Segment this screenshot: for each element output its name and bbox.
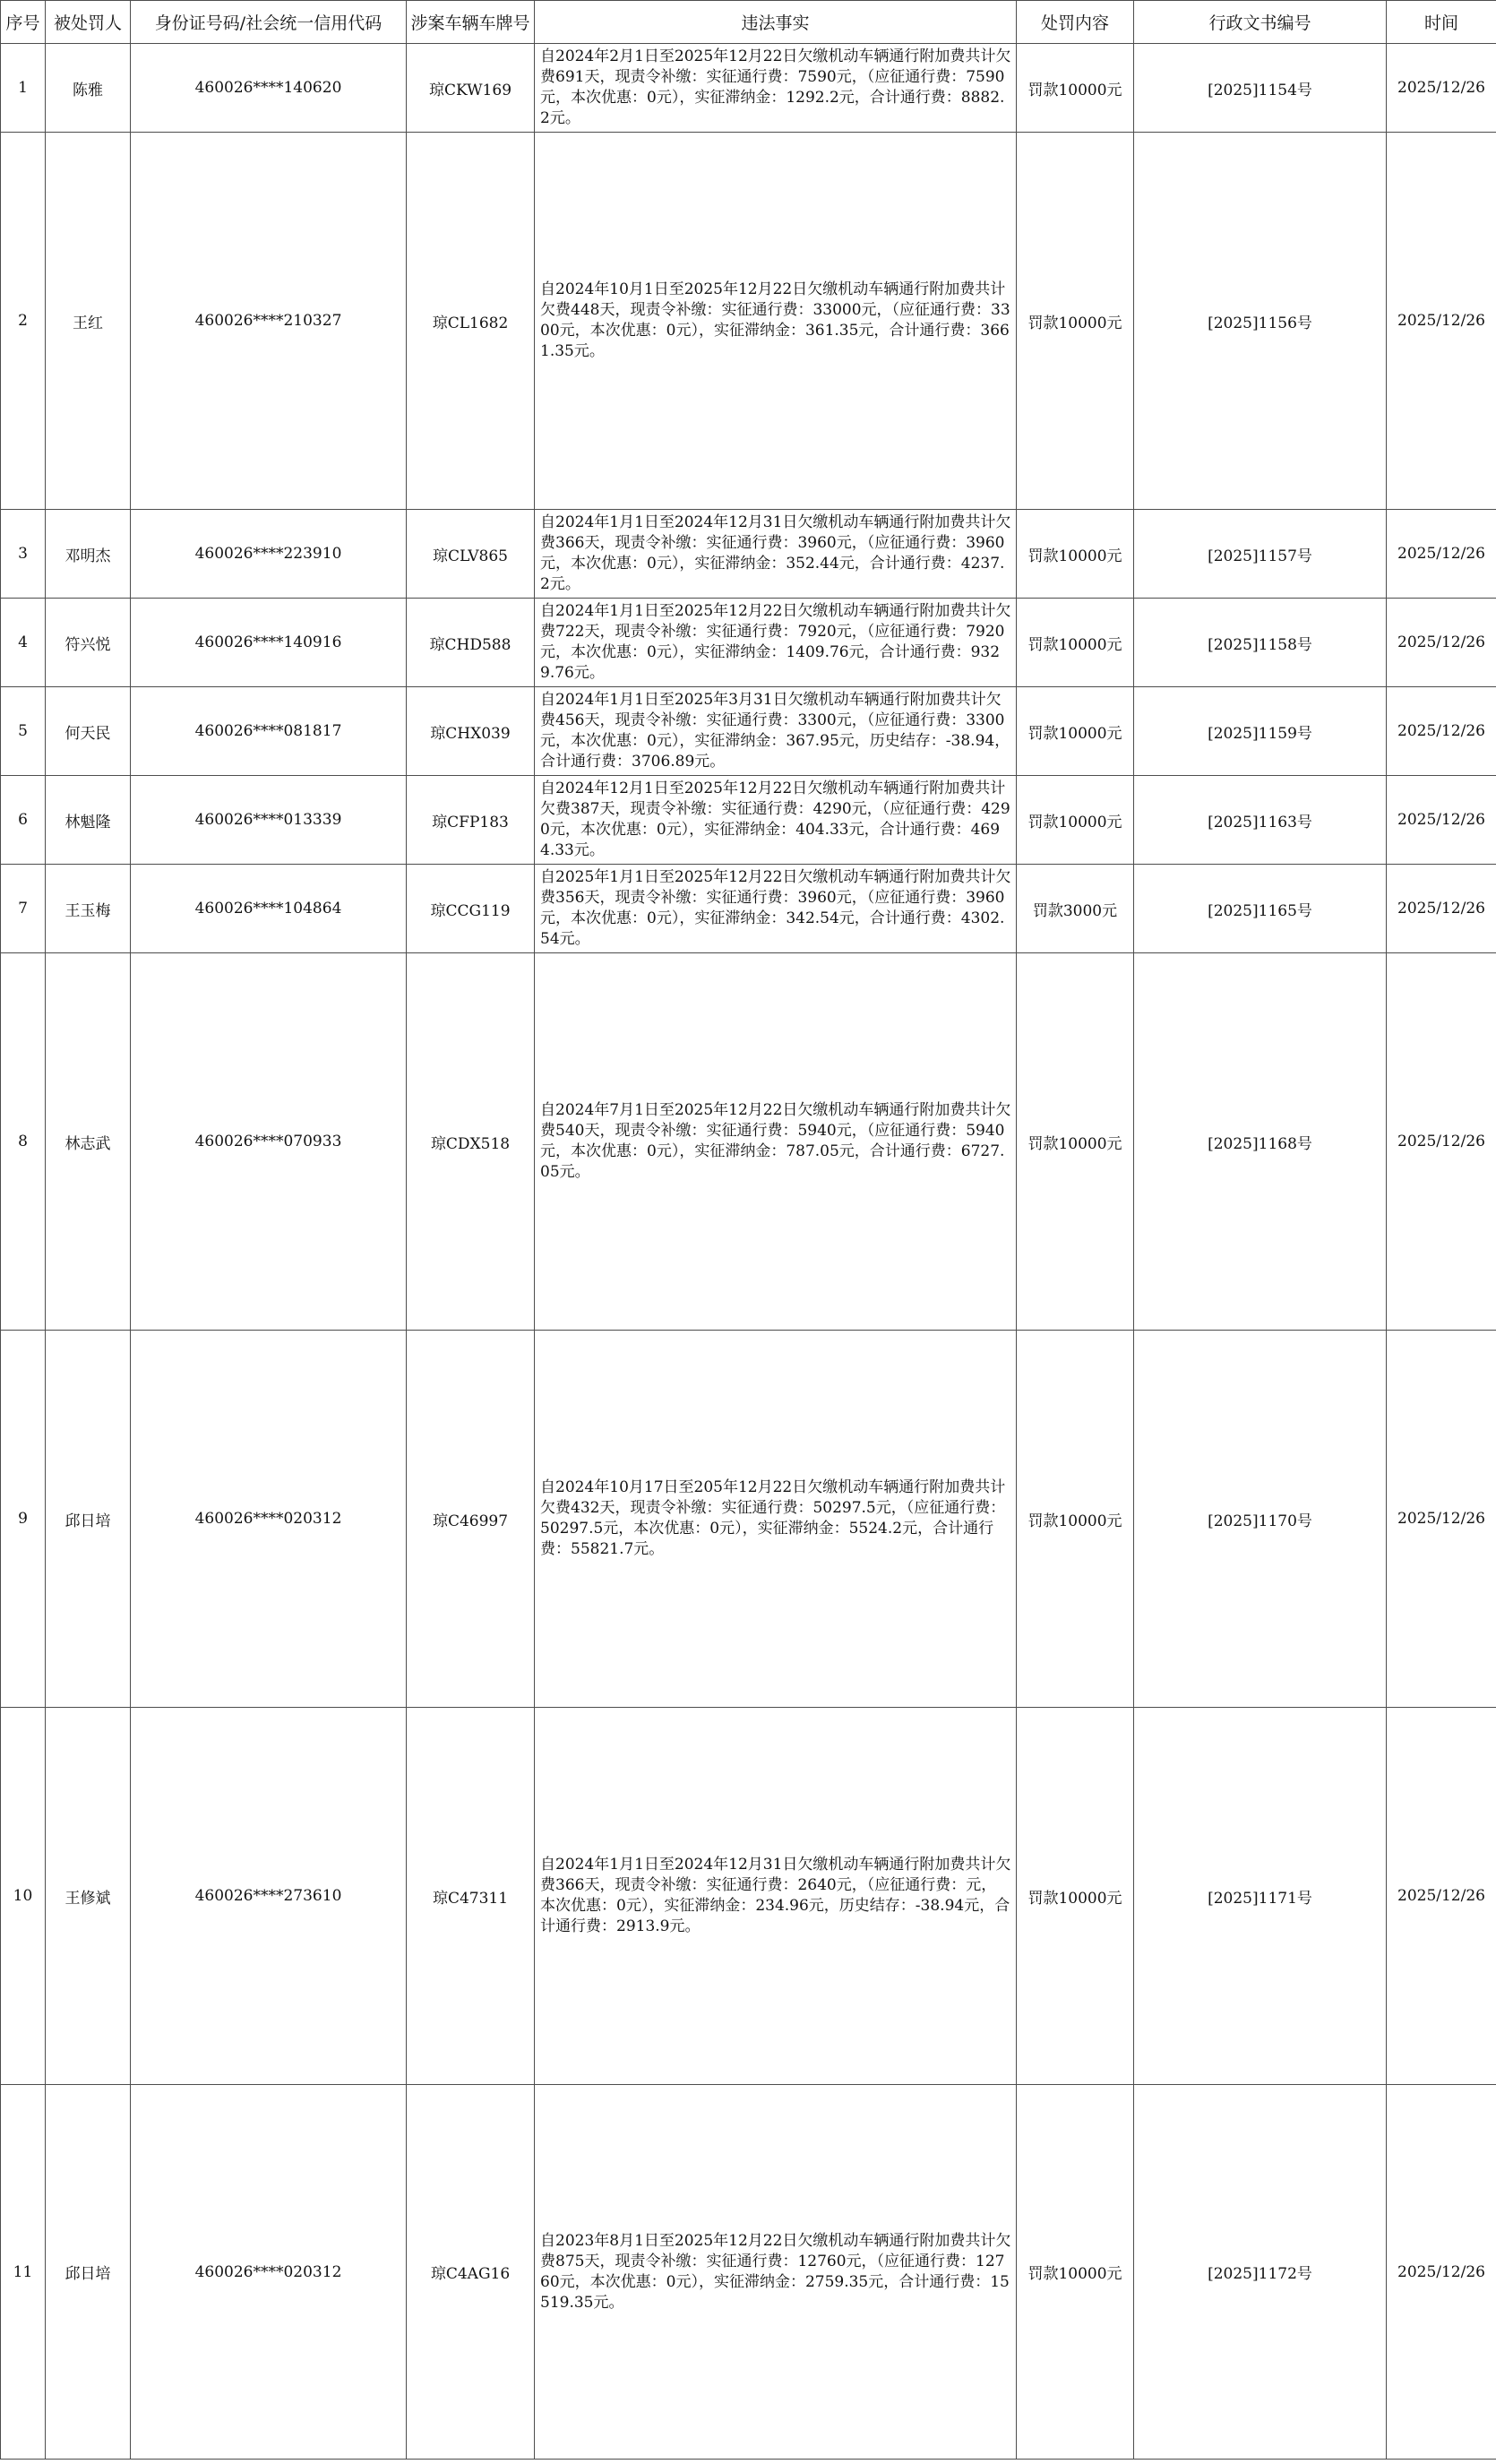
cell-penalty[interactable]: 罚款10000元 xyxy=(1017,133,1134,510)
cell-name[interactable]: 林魁隆 xyxy=(46,776,131,865)
cell-seq[interactable]: 10 xyxy=(1,1708,46,2085)
cell-penalty[interactable]: 罚款10000元 xyxy=(1017,599,1134,687)
cell-plate[interactable]: 琼CL1682 xyxy=(407,133,535,510)
cell-fact[interactable]: 自2024年10月17日至205年12月22日欠缴机动车辆通行附加费共计欠费432天，现责令补缴：实征通行费：50297.5元，（应征通行费：50297.5元，本次优惠：0元），实征滞纳金：5524.2元，合计通行费：55821.7元。 xyxy=(535,1331,1017,1708)
cell-plate[interactable]: 琼CFP183 xyxy=(407,776,535,865)
cell-fact[interactable]: 自2024年2月1日至2025年12月22日欠缴机动车辆通行附加费共计欠费691天，现责令补缴：实征通行费：7590元，（应征通行费：7590元，本次优惠：0元），实征滞纳金：1292.2元，合计通行费：8882.2元。 xyxy=(535,44,1017,133)
cell-time[interactable]: 2025/12/26 xyxy=(1387,510,1496,599)
cell-time[interactable]: 2025/12/26 xyxy=(1387,1331,1496,1708)
table-row xyxy=(1,687,1496,776)
header-name[interactable]: 被处罚人 xyxy=(46,1,131,44)
cell-time[interactable]: 2025/12/26 xyxy=(1387,776,1496,865)
cell-id[interactable]: 460026****070933 xyxy=(131,953,407,1331)
header-id[interactable]: 身份证号码/社会统一信用代码 xyxy=(131,1,407,44)
cell-penalty[interactable]: 罚款10000元 xyxy=(1017,1331,1134,1708)
cell-seq[interactable]: 4 xyxy=(1,599,46,687)
header-plate[interactable]: 涉案车辆车牌号 xyxy=(407,1,535,44)
cell-doc[interactable]: [2025]1165号 xyxy=(1134,865,1387,953)
cell-fact[interactable]: 自2024年12月1日至2025年12月22日欠缴机动车辆通行附加费共计欠费387天，现责令补缴：实征通行费：4290元，（应征通行费：4290元，本次优惠：0元），实征滞纳金：404.33元，合计通行费：4694.33元。 xyxy=(535,776,1017,865)
header-seq[interactable]: 序号 xyxy=(1,1,46,44)
table-row xyxy=(1,599,1496,687)
cell-plate[interactable]: 琼C47311 xyxy=(407,1708,535,2085)
cell-id[interactable]: 460026****140620 xyxy=(131,44,407,133)
cell-fact[interactable]: 自2024年1月1日至2024年12月31日欠缴机动车辆通行附加费共计欠费366天，现责令补缴：实征通行费：3960元，（应征通行费：3960元，本次优惠：0元），实征滞纳金：352.44元，合计通行费：4237.2元。 xyxy=(535,510,1017,599)
table-row xyxy=(1,133,1496,510)
cell-fact[interactable]: 自2024年1月1日至2024年12月31日欠缴机动车辆通行附加费共计欠费366天，现责令补缴：实征通行费：2640元，（应征通行费：元，本次优惠：0元），实征滞纳金：234.96元，历史结存：-38.94元，合计通行费：2913.9元。 xyxy=(535,1708,1017,2085)
cell-name[interactable]: 王玉梅 xyxy=(46,865,131,953)
table-row xyxy=(1,776,1496,865)
cell-seq[interactable]: 11 xyxy=(1,2085,46,2460)
cell-doc[interactable]: [2025]1157号 xyxy=(1134,510,1387,599)
cell-id[interactable]: 460026****013339 xyxy=(131,776,407,865)
table-row xyxy=(1,1708,1496,2085)
header-doc[interactable]: 行政文书编号 xyxy=(1134,1,1387,44)
table-row xyxy=(1,953,1496,1331)
cell-seq[interactable]: 7 xyxy=(1,865,46,953)
cell-plate[interactable]: 琼CLV865 xyxy=(407,510,535,599)
cell-penalty[interactable]: 罚款3000元 xyxy=(1017,865,1134,953)
cell-doc[interactable]: [2025]1159号 xyxy=(1134,687,1387,776)
cell-plate[interactable]: 琼CKW169 xyxy=(407,44,535,133)
table-row xyxy=(1,44,1496,133)
cell-seq[interactable]: 5 xyxy=(1,687,46,776)
cell-name[interactable]: 符兴悦 xyxy=(46,599,131,687)
header-penalty[interactable]: 处罚内容 xyxy=(1017,1,1134,44)
cell-fact[interactable]: 自2024年10月1日至2025年12月22日欠缴机动车辆通行附加费共计欠费448天，现责令补缴：实征通行费：33000元，（应征通行费：3300元，本次优惠：0元），实征滞纳金：361.35元，合计通行费：3661.35元。 xyxy=(535,133,1017,510)
cell-doc[interactable]: [2025]1171号 xyxy=(1134,1708,1387,2085)
table-row xyxy=(1,510,1496,599)
cell-time[interactable]: 2025/12/26 xyxy=(1387,133,1496,510)
cell-fact[interactable]: 自2025年1月1日至2025年12月22日欠缴机动车辆通行附加费共计欠费356天，现责令补缴：实征通行费：3960元，（应征通行费：3960元，本次优惠：0元），实征滞纳金：342.54元，合计通行费：4302.54元。 xyxy=(535,865,1017,953)
cell-seq[interactable]: 1 xyxy=(1,44,46,133)
cell-penalty[interactable]: 罚款10000元 xyxy=(1017,687,1134,776)
cell-penalty[interactable]: 罚款10000元 xyxy=(1017,44,1134,133)
cell-id[interactable]: 460026****020312 xyxy=(131,1331,407,1708)
header-fact[interactable]: 违法事实 xyxy=(535,1,1017,44)
cell-name[interactable]: 陈雅 xyxy=(46,44,131,133)
cell-time[interactable]: 2025/12/26 xyxy=(1387,44,1496,133)
cell-seq[interactable]: 8 xyxy=(1,953,46,1331)
cell-plate[interactable]: 琼CHD588 xyxy=(407,599,535,687)
cell-plate[interactable]: 琼CHX039 xyxy=(407,687,535,776)
cell-name[interactable]: 王修斌 xyxy=(46,1708,131,2085)
cell-time[interactable]: 2025/12/26 xyxy=(1387,2085,1496,2460)
cell-plate[interactable]: 琼CDX518 xyxy=(407,953,535,1331)
cell-name[interactable]: 王红 xyxy=(46,133,131,510)
cell-name[interactable]: 林志武 xyxy=(46,953,131,1331)
cell-name[interactable]: 何天民 xyxy=(46,687,131,776)
header-row xyxy=(1,1,1496,44)
cell-seq[interactable]: 9 xyxy=(1,1331,46,1708)
cell-doc[interactable]: [2025]1158号 xyxy=(1134,599,1387,687)
cell-time[interactable]: 2025/12/26 xyxy=(1387,1708,1496,2085)
cell-id[interactable]: 460026****273610 xyxy=(131,1708,407,2085)
cell-doc[interactable]: [2025]1172号 xyxy=(1134,2085,1387,2460)
cell-time[interactable]: 2025/12/26 xyxy=(1387,687,1496,776)
cell-plate[interactable]: 琼CCG119 xyxy=(407,865,535,953)
cell-doc[interactable]: [2025]1170号 xyxy=(1134,1331,1387,1708)
cell-name[interactable]: 邱日培 xyxy=(46,1331,131,1708)
cell-penalty[interactable]: 罚款10000元 xyxy=(1017,776,1134,865)
cell-seq[interactable]: 3 xyxy=(1,510,46,599)
cell-doc[interactable]: [2025]1163号 xyxy=(1134,776,1387,865)
cell-id[interactable]: 460026****140916 xyxy=(131,599,407,687)
cell-doc[interactable]: [2025]1156号 xyxy=(1134,133,1387,510)
cell-id[interactable]: 460026****081817 xyxy=(131,687,407,776)
table-row xyxy=(1,1331,1496,1708)
table-row xyxy=(1,865,1496,953)
cell-id[interactable]: 460026****223910 xyxy=(131,510,407,599)
table-row xyxy=(1,2085,1496,2460)
cell-penalty[interactable]: 罚款10000元 xyxy=(1017,2085,1134,2460)
cell-time[interactable]: 2025/12/26 xyxy=(1387,599,1496,687)
cell-penalty[interactable]: 罚款10000元 xyxy=(1017,1708,1134,2085)
cell-penalty[interactable]: 罚款10000元 xyxy=(1017,953,1134,1331)
cell-id[interactable]: 460026****020312 xyxy=(131,2085,407,2460)
cell-id[interactable]: 460026****210327 xyxy=(131,133,407,510)
cell-seq[interactable]: 2 xyxy=(1,133,46,510)
cell-plate[interactable]: 琼C4AG16 xyxy=(407,2085,535,2460)
cell-name[interactable]: 邓明杰 xyxy=(46,510,131,599)
cell-fact[interactable]: 自2024年1月1日至2025年12月22日欠缴机动车辆通行附加费共计欠费722天，现责令补缴：实征通行费：7920元，（应征通行费：7920元，本次优惠：0元），实征滞纳金：1409.76元，合计通行费：9329.76元。 xyxy=(535,599,1017,687)
cell-fact[interactable]: 自2024年1月1日至2025年3月31日欠缴机动车辆通行附加费共计欠费456天，现责令补缴：实征通行费：3300元，（应征通行费：3300元，本次优惠：0元），实征滞纳金：367.95元，历史结存：-38.94，合计通行费：3706.89元。 xyxy=(535,687,1017,776)
cell-fact[interactable]: 自2024年7月1日至2025年12月22日欠缴机动车辆通行附加费共计欠费540天，现责令补缴：实征通行费：5940元，（应征通行费：5940元，本次优惠：0元），实征滞纳金：787.05元，合计通行费：6727.05元。 xyxy=(535,953,1017,1331)
cell-fact[interactable]: 自2023年8月1日至2025年12月22日欠缴机动车辆通行附加费共计欠费875天，现责令补缴：实征通行费：12760元，（应征通行费：12760元，本次优惠：0元），实征滞纳金：2759.35元，合计通行费：15519.35元。 xyxy=(535,2085,1017,2460)
cell-seq[interactable]: 6 xyxy=(1,776,46,865)
cell-time[interactable]: 2025/12/26 xyxy=(1387,953,1496,1331)
cell-doc[interactable]: [2025]1168号 xyxy=(1134,953,1387,1331)
cell-penalty[interactable]: 罚款10000元 xyxy=(1017,510,1134,599)
cell-name[interactable]: 邱日培 xyxy=(46,2085,131,2460)
cell-id[interactable]: 460026****104864 xyxy=(131,865,407,953)
header-time[interactable]: 时间 xyxy=(1387,1,1496,44)
cell-doc[interactable]: [2025]1154号 xyxy=(1134,44,1387,133)
cell-time[interactable]: 2025/12/26 xyxy=(1387,865,1496,953)
cell-plate[interactable]: 琼C46997 xyxy=(407,1331,535,1708)
